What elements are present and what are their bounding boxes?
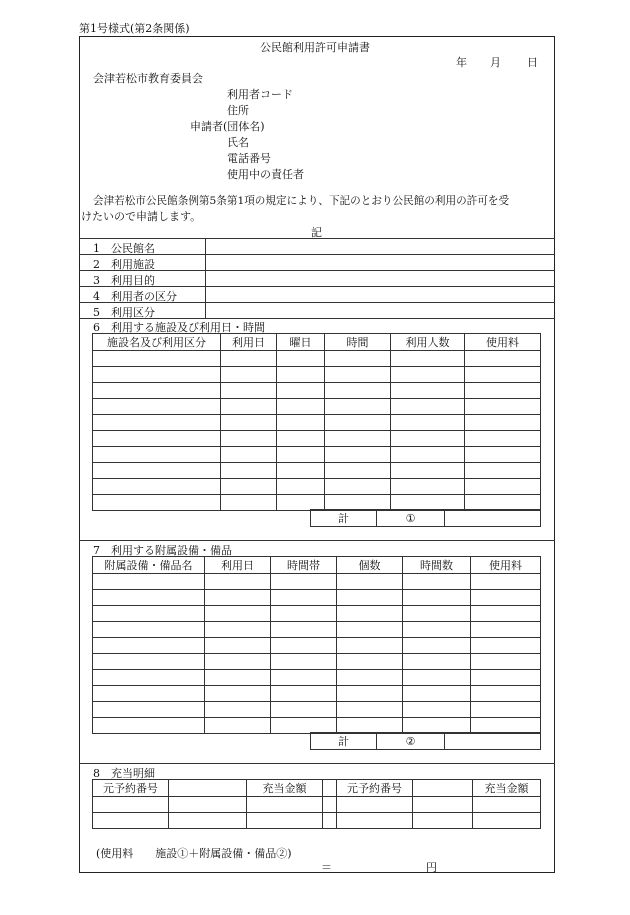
table-cell[interactable] [337, 797, 413, 813]
table-cell[interactable] [277, 367, 325, 383]
recipient: 会津若松市教育委員会 [93, 72, 203, 85]
table-cell[interactable] [93, 813, 169, 829]
fee-note: (使用料 施設①＋附属設備・備品②) [96, 847, 292, 860]
table-cell[interactable] [277, 463, 325, 479]
table-cell[interactable] [205, 670, 271, 686]
phone-label: 電話番号 [227, 152, 271, 165]
table-cell[interactable] [205, 654, 271, 670]
table-cell[interactable] [403, 574, 471, 590]
col-equipment-name: 附属設備・備品名 [93, 557, 205, 574]
table-cell[interactable] [403, 654, 471, 670]
table-row [93, 479, 541, 495]
table-cell[interactable] [403, 702, 471, 718]
table-cell[interactable] [465, 351, 541, 367]
item-usage-category: 5 利用区分 [93, 306, 155, 319]
table-cell[interactable] [93, 702, 205, 718]
section7-heading: 7 利用する附属設備・備品 [93, 544, 232, 557]
table-cell[interactable] [391, 383, 465, 399]
section8-heading: 8 充当明細 [93, 767, 155, 780]
table-cell[interactable] [337, 638, 403, 654]
table-cell[interactable] [337, 622, 403, 638]
table-cell[interactable] [221, 367, 277, 383]
table-cell[interactable] [473, 797, 541, 813]
table-cell[interactable] [413, 797, 473, 813]
table-cell[interactable] [93, 718, 205, 734]
date-year: 年 [456, 56, 467, 69]
table-cell[interactable] [93, 686, 205, 702]
table-cell[interactable] [391, 367, 465, 383]
col-gap [323, 780, 337, 797]
total-value[interactable] [445, 733, 541, 750]
table-cell[interactable] [93, 431, 221, 447]
table-cell[interactable] [205, 718, 271, 734]
col-fee: 使用料 [471, 557, 541, 574]
table-cell[interactable] [337, 813, 413, 829]
table-cell[interactable] [221, 447, 277, 463]
table-row [93, 415, 541, 431]
table-cell[interactable] [325, 399, 391, 415]
table-cell[interactable] [221, 463, 277, 479]
table-cell[interactable] [471, 702, 541, 718]
table-cell[interactable] [271, 686, 337, 702]
user-code-label: 利用者コード [227, 88, 293, 101]
table-row [93, 399, 541, 415]
table-cell[interactable] [205, 702, 271, 718]
table-cell[interactable] [403, 606, 471, 622]
table-cell[interactable] [471, 670, 541, 686]
table-cell[interactable] [465, 479, 541, 495]
table-cell[interactable] [93, 622, 205, 638]
table-cell[interactable] [221, 479, 277, 495]
table-cell[interactable] [471, 622, 541, 638]
table-cell[interactable] [93, 479, 221, 495]
col-weekday: 曜日 [277, 334, 325, 351]
table-cell[interactable] [93, 447, 221, 463]
table-cell[interactable] [471, 654, 541, 670]
table-cell[interactable] [271, 606, 337, 622]
facility-table [92, 333, 541, 511]
table-cell[interactable] [277, 351, 325, 367]
table-cell[interactable] [221, 415, 277, 431]
table-cell[interactable] [403, 590, 471, 606]
table-cell[interactable] [93, 797, 169, 813]
table-cell[interactable] [471, 574, 541, 590]
applicant-label: 申請者(団体名) [190, 120, 265, 133]
table-row [93, 797, 541, 813]
table-cell[interactable] [471, 686, 541, 702]
ki-label: 記 [311, 226, 322, 239]
table-cell[interactable] [93, 495, 221, 511]
facility-total [310, 509, 541, 527]
table-row [93, 813, 541, 829]
col-timeslot: 時間帯 [271, 557, 337, 574]
total-value[interactable] [445, 510, 541, 527]
table-cell[interactable] [325, 351, 391, 367]
table-cell[interactable] [221, 351, 277, 367]
table-cell[interactable] [93, 351, 221, 367]
col-time: 時間 [325, 334, 391, 351]
table-cell[interactable] [221, 383, 277, 399]
col-facility-name: 施設名及び利用区分 [93, 334, 221, 351]
table-cell[interactable] [403, 638, 471, 654]
table-cell[interactable] [465, 447, 541, 463]
allocation-table [92, 779, 541, 829]
table-cell[interactable] [271, 654, 337, 670]
equals-sign: ＝ [321, 861, 332, 874]
table-row [93, 351, 541, 367]
body-text-2: けたいので申請します。 [81, 210, 202, 223]
table-cell[interactable] [465, 415, 541, 431]
table-row [93, 670, 541, 686]
col-people: 利用人数 [391, 334, 465, 351]
table-cell[interactable] [413, 813, 473, 829]
table-cell[interactable] [465, 383, 541, 399]
table-row [93, 606, 541, 622]
table-cell[interactable] [247, 797, 323, 813]
table-cell[interactable] [271, 590, 337, 606]
table-cell[interactable] [93, 654, 205, 670]
table-cell[interactable] [93, 638, 205, 654]
table-cell[interactable] [325, 463, 391, 479]
table-cell[interactable] [323, 813, 337, 829]
col-orig-booking: 元予約番号 [337, 780, 413, 797]
table-cell[interactable] [391, 479, 465, 495]
item-facility-name: 1 公民館名 [93, 242, 155, 255]
table-cell[interactable] [205, 574, 271, 590]
col-blank [413, 780, 473, 797]
table-cell[interactable] [93, 399, 221, 415]
table-cell[interactable] [247, 813, 323, 829]
table-row [93, 431, 541, 447]
table-cell[interactable] [337, 654, 403, 670]
table-cell[interactable] [271, 670, 337, 686]
equipment-total [310, 732, 541, 750]
table-cell[interactable] [391, 431, 465, 447]
table-cell[interactable] [325, 415, 391, 431]
date-month: 月 [490, 56, 501, 69]
table-cell[interactable] [93, 606, 205, 622]
table-row [93, 463, 541, 479]
table-cell[interactable] [337, 670, 403, 686]
col-blank [169, 780, 247, 797]
address-label: 住所 [227, 104, 249, 117]
total-label: 計 [311, 733, 377, 750]
table-cell[interactable] [221, 399, 277, 415]
table-cell[interactable] [205, 590, 271, 606]
table-cell[interactable] [93, 463, 221, 479]
form-number: 第1号様式(第2条関係) [79, 22, 190, 35]
table-cell[interactable] [325, 431, 391, 447]
table-cell[interactable] [221, 495, 277, 511]
col-count: 個数 [337, 557, 403, 574]
table-cell[interactable] [169, 813, 247, 829]
table-cell[interactable] [93, 383, 221, 399]
table-cell[interactable] [337, 606, 403, 622]
table-row [93, 447, 541, 463]
table-cell[interactable] [391, 399, 465, 415]
item-facility-used: 2 利用施設 [93, 258, 155, 271]
table-cell[interactable] [271, 622, 337, 638]
table-cell[interactable] [325, 447, 391, 463]
section6-heading: 6 利用する施設及び利用日・時間 [93, 321, 265, 334]
table-cell[interactable] [325, 383, 391, 399]
table-cell[interactable] [337, 686, 403, 702]
equipment-table [92, 556, 541, 734]
col-fee: 使用料 [465, 334, 541, 351]
table-cell[interactable] [169, 797, 247, 813]
total-mark: ① [377, 510, 445, 527]
table-cell[interactable] [471, 590, 541, 606]
table-cell[interactable] [93, 670, 205, 686]
item-user-category: 4 利用者の区分 [93, 290, 177, 303]
date-day: 日 [527, 56, 538, 69]
table-cell[interactable] [325, 367, 391, 383]
col-allocated-amount: 充当金額 [247, 780, 323, 797]
table-cell[interactable] [325, 479, 391, 495]
table-cell[interactable] [205, 622, 271, 638]
table-cell[interactable] [93, 590, 205, 606]
table-row [93, 383, 541, 399]
table-cell[interactable] [277, 399, 325, 415]
table-cell[interactable] [93, 367, 221, 383]
table-cell[interactable] [221, 431, 277, 447]
table-cell[interactable] [471, 638, 541, 654]
yen-label: 円 [426, 861, 437, 874]
col-date: 利用日 [221, 334, 277, 351]
table-cell[interactable] [465, 463, 541, 479]
table-cell[interactable] [465, 367, 541, 383]
table-cell[interactable] [271, 574, 337, 590]
col-date: 利用日 [205, 557, 271, 574]
col-allocated-amount: 充当金額 [473, 780, 541, 797]
item-purpose: 3 利用目的 [93, 274, 155, 287]
table-cell[interactable] [93, 574, 205, 590]
table-row [93, 654, 541, 670]
table-cell[interactable] [471, 606, 541, 622]
table-cell[interactable] [271, 702, 337, 718]
table-cell[interactable] [205, 686, 271, 702]
form-title: 公民館利用許可申請書 [260, 41, 370, 54]
table-cell[interactable] [465, 431, 541, 447]
table-cell[interactable] [277, 431, 325, 447]
total-label: 計 [311, 510, 377, 527]
table-row [93, 638, 541, 654]
total-mark: ② [377, 733, 445, 750]
table-row [93, 367, 541, 383]
body-text-1: 会津若松市公民館条例第5条第1項の規定により、下記のとおり公民館の利用の許可を受 [93, 195, 510, 207]
table-cell[interactable] [205, 606, 271, 622]
table-row [93, 590, 541, 606]
table-cell[interactable] [391, 415, 465, 431]
table-cell[interactable] [337, 702, 403, 718]
table-cell[interactable] [403, 686, 471, 702]
table-cell[interactable] [277, 415, 325, 431]
table-cell[interactable] [93, 415, 221, 431]
table-cell[interactable] [277, 383, 325, 399]
table-cell[interactable] [277, 479, 325, 495]
table-row [93, 622, 541, 638]
table-cell[interactable] [391, 447, 465, 463]
table-cell[interactable] [465, 399, 541, 415]
table-cell[interactable] [323, 797, 337, 813]
name-label: 氏名 [227, 136, 249, 149]
table-row [93, 686, 541, 702]
table-row [93, 702, 541, 718]
table-cell[interactable] [337, 574, 403, 590]
table-cell[interactable] [403, 670, 471, 686]
table-cell[interactable] [337, 590, 403, 606]
table-cell[interactable] [403, 622, 471, 638]
table-cell[interactable] [473, 813, 541, 829]
table-cell[interactable] [271, 638, 337, 654]
table-cell[interactable] [391, 463, 465, 479]
table-cell[interactable] [391, 351, 465, 367]
col-orig-booking: 元予約番号 [93, 780, 169, 797]
table-cell[interactable] [277, 447, 325, 463]
col-hours: 時間数 [403, 557, 471, 574]
responsible-label: 使用中の責任者 [227, 168, 304, 181]
table-cell[interactable] [205, 638, 271, 654]
table-row [93, 574, 541, 590]
